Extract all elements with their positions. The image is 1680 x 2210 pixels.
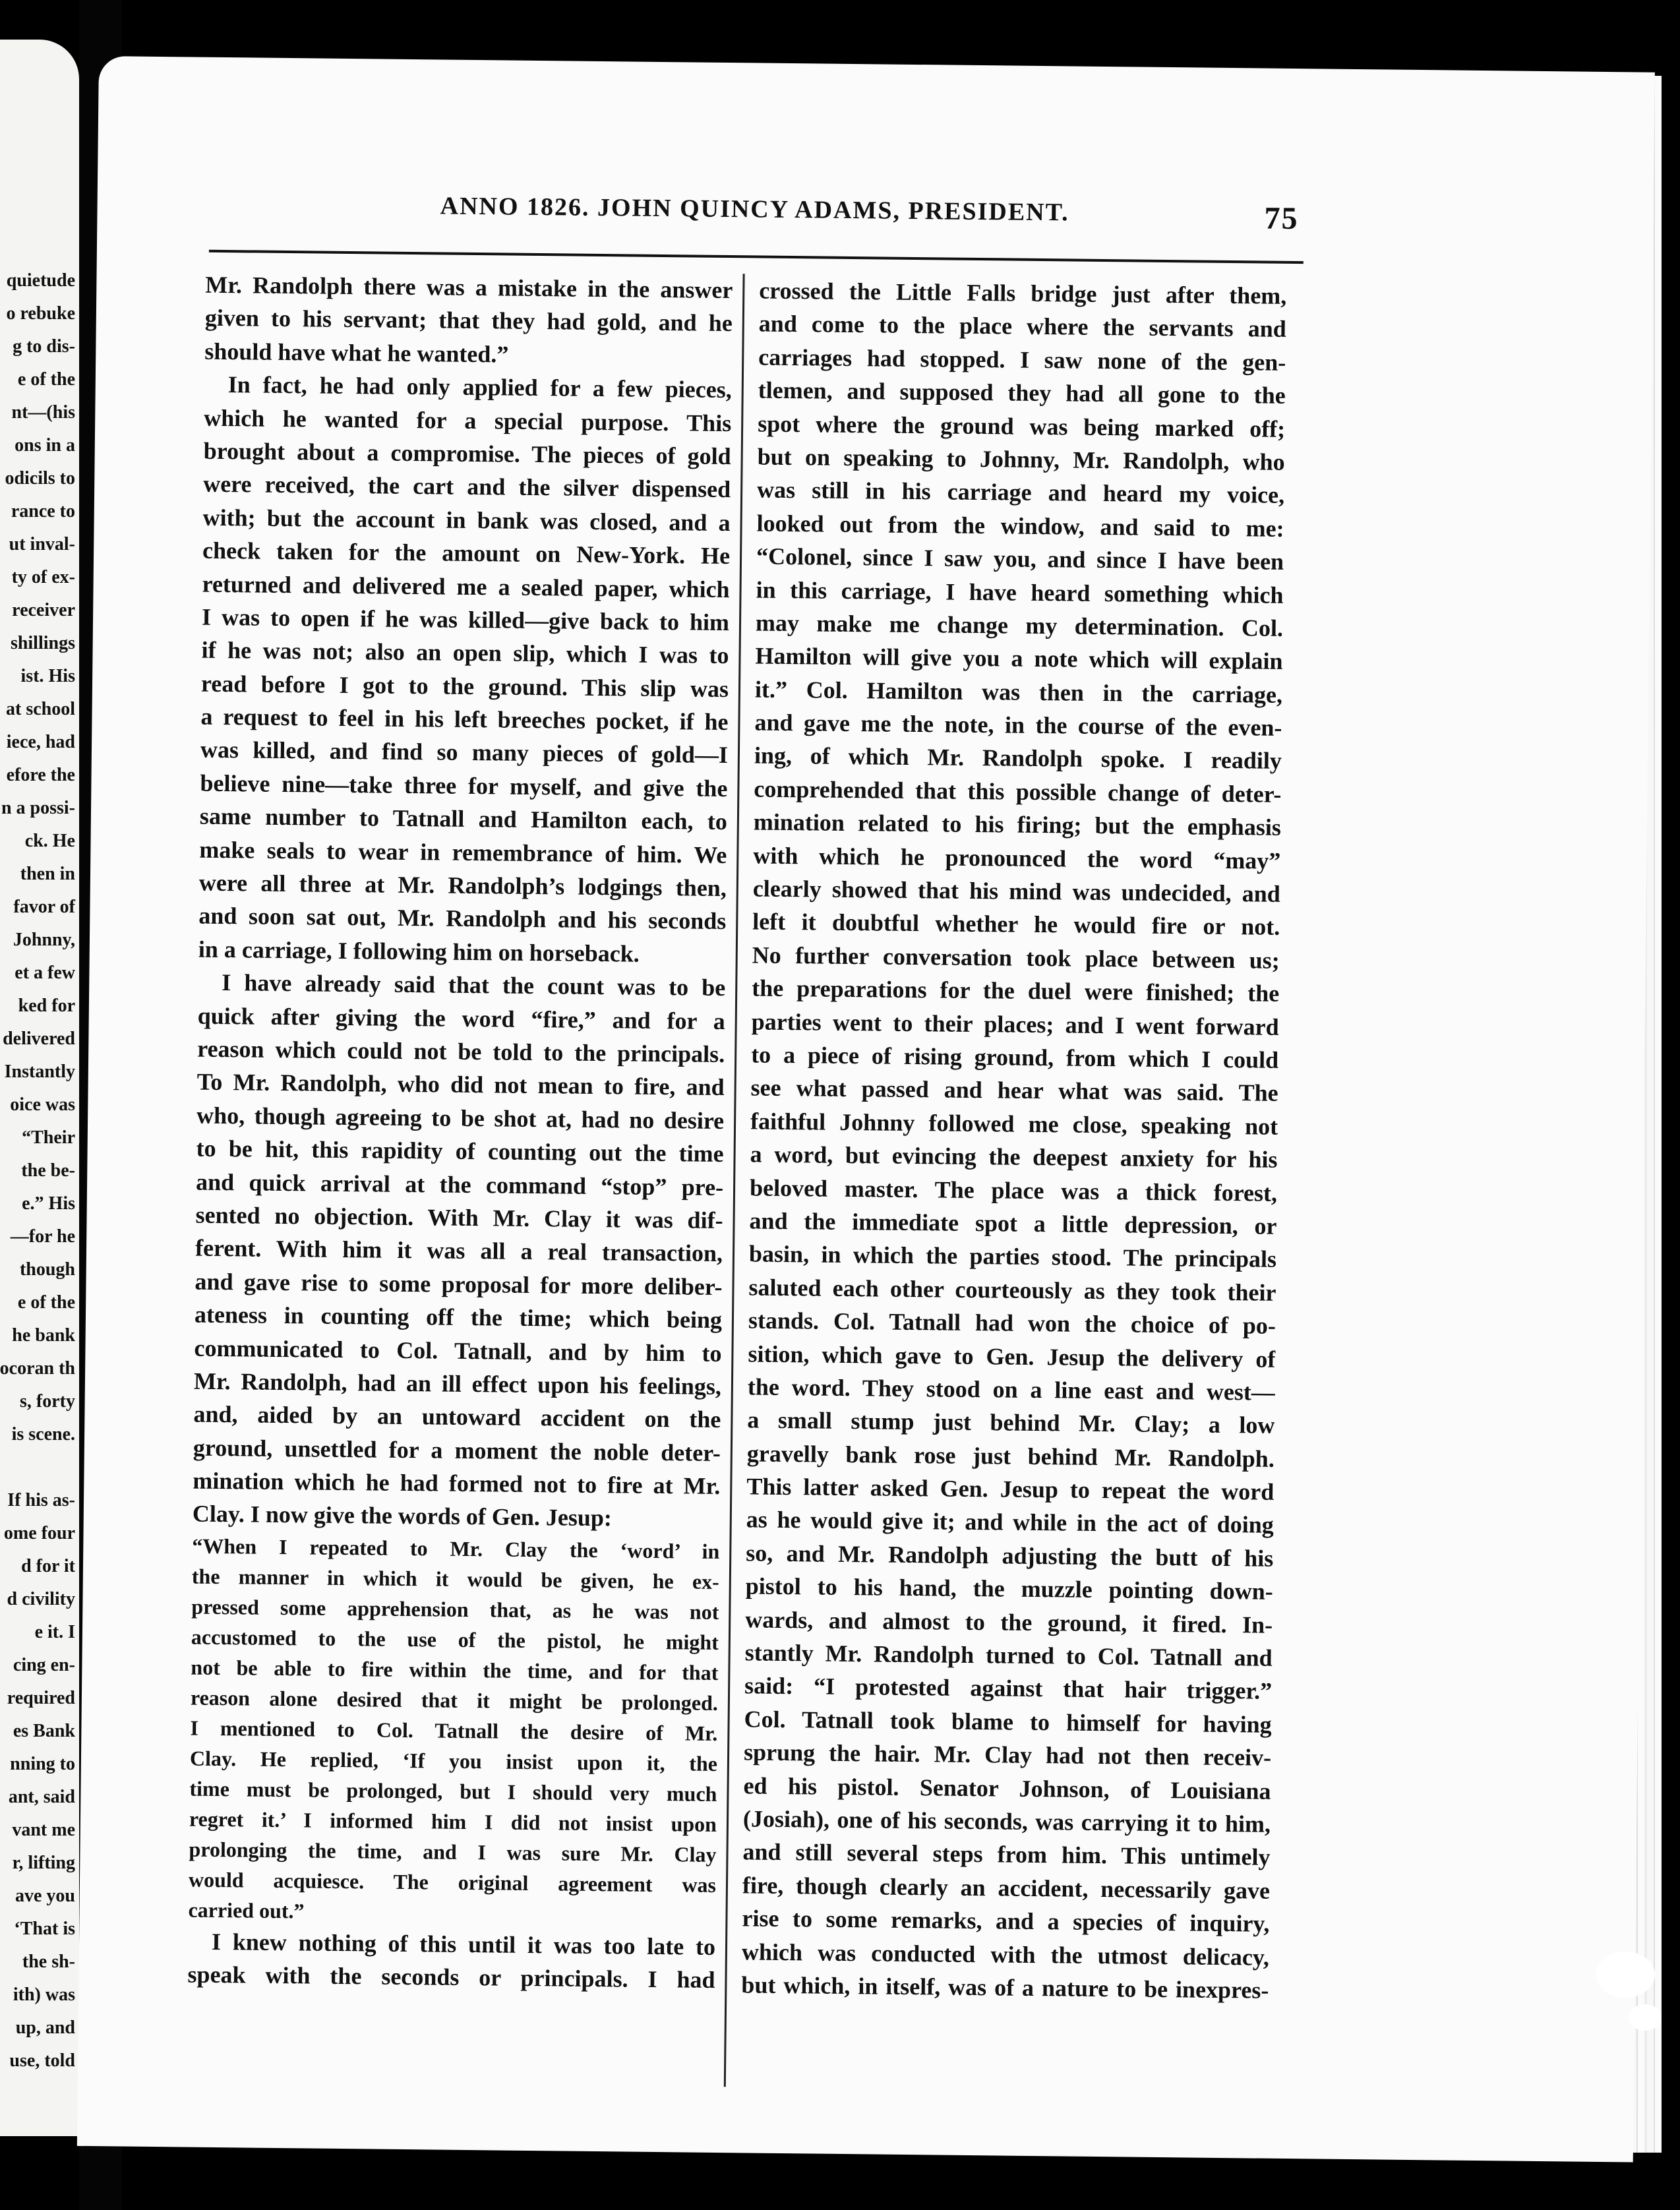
quote-line: prolonging the time, and I was sure Mr. Clay: [189, 1837, 717, 1867]
text-line: pistol to his hand, the muzzle pointing down-: [745, 1572, 1273, 1605]
text-line: given to his servant; that they had gold, and he: [204, 305, 733, 337]
text-line: “Colonel, since I saw you, and since I have been: [756, 543, 1284, 575]
text-line: a request to feel in his left breeches pocket, if he: [200, 703, 729, 736]
text-line: communicated to Col. Tatnall, and by him to: [194, 1334, 722, 1367]
text-line: ateness in counting off the time; which being: [194, 1301, 723, 1334]
text-line: (Josiah), one of his seconds, was carrying it to him,: [742, 1805, 1271, 1837]
text-line: said: “I protested against that hair trigger.”: [744, 1672, 1273, 1705]
text-line: In fact, he had only applied for a few pieces,: [227, 371, 732, 403]
left-column: [187, 268, 733, 1997]
facing-page-line: e of the: [17, 1292, 75, 1313]
facing-page-line: “Their: [22, 1127, 75, 1148]
text-line: spot where the ground was being marked off;: [758, 410, 1286, 442]
facing-page-line: s, forty: [20, 1391, 75, 1412]
text-line: but which, in itself, was of a nature to be inexpres-: [741, 1971, 1269, 2004]
text-line: saluted each other courteously as they took their: [748, 1274, 1276, 1306]
facing-page-line: required: [7, 1688, 75, 1708]
facing-page-line: e.” His: [22, 1193, 75, 1214]
text-line: and gave me the note, in the course of the even-: [754, 709, 1282, 741]
text-line: stantly Mr. Randolph turned to Col. Tatnall and: [744, 1639, 1273, 1671]
quote-line: accustomed to the use of the pistol, he might: [191, 1625, 719, 1654]
facing-page-line: vant me: [12, 1820, 75, 1840]
facing-page-line: et a few: [15, 963, 75, 983]
facing-page-line: e of the: [17, 369, 75, 390]
text-line: rise to some remarks, and a species of inquiry,: [742, 1905, 1270, 1937]
right-column: [741, 274, 1286, 2008]
text-line: I was to open if he was killed—give back to him: [201, 603, 730, 636]
text-line: may make me change my determination. Col.: [755, 609, 1284, 642]
text-line: the word. They stood on a line east and west—: [747, 1373, 1276, 1406]
text-line: make seals to wear in remembrance of him. We: [199, 836, 727, 868]
text-line: Mr. Randolph there was a mistake in the answer: [205, 271, 733, 304]
text-line: tlemen, and supposed they had all gone to the: [758, 376, 1286, 409]
facing-page-line: n a possi-: [1, 798, 75, 818]
header-rule: [209, 250, 1304, 264]
facing-page-line: ant, said: [8, 1787, 75, 1807]
text-line: returned and delivered me a sealed paper, which: [202, 570, 730, 603]
text-line: faithful Johnny followed me close, speaking not: [750, 1108, 1278, 1140]
text-line: should have what he wanted.”: [204, 338, 509, 368]
facing-page-line: use, told: [9, 2050, 75, 2071]
text-line: and the immediate spot a little depression, or: [749, 1207, 1277, 1239]
facing-page-line: then in: [20, 864, 75, 884]
text-line: as he would give it; and while in the act of doing: [746, 1506, 1274, 1539]
text-line: ed his pistol. Senator Johnson, of Louisiana: [743, 1772, 1271, 1805]
text-line: quick after giving the word “fire,” and for a: [197, 1002, 725, 1034]
facing-page-line: If his as-: [7, 1490, 75, 1510]
facing-page-fragment: [0, 40, 79, 2136]
text-line: check taken for the amount on New-York. He: [202, 537, 731, 570]
text-line: brought about a compromise. The pieces of gold: [203, 437, 731, 470]
text-line: ground, unsettled for a moment the noble deter-: [193, 1434, 721, 1466]
text-line: This latter asked Gen. Jesup to repeat the word: [746, 1473, 1275, 1505]
text-line: sprung the hair. Mr. Clay had not then receiv-: [743, 1739, 1272, 1771]
facing-page-line: the be-: [21, 1160, 75, 1181]
text-line: and gave rise to some proposal for more deliber-: [195, 1268, 723, 1300]
text-line: were all three at Mr. Randolph’s lodgings then,: [198, 869, 727, 902]
facing-page-line: the sh-: [22, 1952, 75, 1972]
text-line: sented no objection. With Mr. Clay it was dif-: [195, 1201, 723, 1234]
facing-page-line: he bank: [12, 1325, 75, 1346]
text-line: beloved master. The place was a thick forest,: [749, 1174, 1278, 1207]
text-line: which was conducted with the utmost delicacy,: [741, 1938, 1270, 1971]
facing-page-line: ocoran th: [0, 1358, 75, 1379]
text-line: To Mr. Randolph, who did not mean to fire, and: [196, 1069, 725, 1101]
text-line: the preparations for the duel were finished; the: [752, 974, 1280, 1007]
text-line: Hamilton will give you a note which will explain: [755, 642, 1283, 675]
text-line: gravelly bank rose just behind Mr. Randolph.: [746, 1440, 1275, 1472]
facing-page-line: is scene.: [11, 1424, 75, 1445]
text-line: ing, of which Mr. Randolph spoke. I readily: [754, 742, 1282, 775]
text-line: it.” Col. Hamilton was then in the carriage,: [754, 676, 1283, 708]
text-line: reason which could not be told to the principals.: [197, 1035, 725, 1068]
text-line: looked out from the window, and said to me:: [756, 510, 1284, 542]
facing-page-line: ked for: [18, 996, 75, 1016]
book-page: [77, 56, 1655, 2163]
text-line: in a carriage, I following him on horseback.: [198, 936, 640, 967]
facing-page-line: quietude: [6, 270, 75, 291]
text-line: mination which he had formed not to fire at Mr.: [193, 1467, 721, 1500]
text-line: fire, though clearly an accident, necessarily gave: [742, 1872, 1271, 1904]
quote-line: regret it.’ I informed him I did not insist upon: [189, 1807, 717, 1836]
text-line: clearly showed that his mind was undecided, and: [752, 875, 1280, 907]
text-line: if he was not; also an open slip, which I was to: [201, 636, 729, 669]
facing-page-line: r, lifting: [12, 1853, 75, 1873]
facing-page-line: g to dis-: [13, 336, 75, 357]
running-header: [341, 191, 1299, 240]
text-line: were received, the cart and the silver dispensed: [203, 471, 731, 503]
text-line: parties went to their places; and I went forward: [751, 1008, 1279, 1040]
facing-page-line: though: [19, 1259, 75, 1280]
left-column-tail: [187, 1925, 715, 1996]
left-column-body: [193, 268, 733, 1536]
text-line: Col. Tatnall took blame to himself for having: [744, 1706, 1272, 1738]
text-line: same number to Tatnall and Hamilton each, to: [199, 802, 728, 835]
text-line: and, aided by an untoward accident on the: [193, 1400, 721, 1433]
text-line: Mr. Randolph, had an ill effect upon his feelings,: [193, 1367, 722, 1400]
quote-line: I mentioned to Col. Tatnall the desire of Mr.: [190, 1716, 718, 1745]
text-line: which he wanted for a special purpose. This: [204, 404, 732, 436]
quote-line: time must be prolonged, but I should very much: [189, 1776, 717, 1806]
facing-page-line: nning to: [10, 1754, 75, 1774]
paper-damage-speck: [1629, 2004, 1662, 2031]
text-line: speak with the seconds or principals. I had: [187, 1961, 715, 1994]
text-line: mination related to his firing; but the emphasis: [753, 808, 1282, 841]
text-line: crossed the Little Falls bridge just after them,: [759, 277, 1287, 309]
quote-line: the manner in which it would be given, he ex-: [191, 1564, 720, 1594]
text-line: but on speaking to Johnny, Mr. Randolph, who: [757, 443, 1285, 475]
facing-page-line: cing en-: [13, 1655, 75, 1675]
facing-page-line: nt—(his: [11, 402, 75, 423]
facing-page-line: efore the: [6, 765, 75, 785]
facing-page-line: e it. I: [34, 1622, 75, 1642]
text-line: believe nine—take three for myself, and give the: [200, 769, 728, 802]
text-line: and come to the place where the servants and: [758, 310, 1286, 343]
text-line: Clay. I now give the words of Gen. Jesup:: [192, 1501, 613, 1532]
facing-page-line: ave you: [15, 1886, 75, 1906]
text-line: I have already said that the count was to be: [222, 969, 726, 1001]
facing-page-line: odicils to: [5, 468, 75, 489]
quote-line: not be able to fire within the time, and for that: [191, 1655, 719, 1685]
facing-page-line: up, and: [15, 2017, 75, 2038]
quote-line: carried out.”: [188, 1897, 305, 1923]
text-line: see what passed and hear what was said. The: [750, 1074, 1278, 1107]
jesup-quotation: [188, 1530, 719, 1930]
facing-page-line: d civility: [7, 1589, 75, 1609]
facing-page-line: ome four: [3, 1523, 75, 1543]
text-line: a small stump just behind Mr. Clay; a low: [747, 1406, 1275, 1439]
running-title: ANNO 1826. JOHN QUINCY ADAMS, PRESIDENT.: [440, 192, 1069, 227]
text-line: who, though agreeing to be shot at, had no desire: [196, 1102, 725, 1134]
text-line: was still in his carriage and heard my voice,: [756, 476, 1285, 509]
text-line: and soon sat out, Mr. Randolph and his seconds: [198, 903, 727, 935]
page-number: 75: [1264, 200, 1299, 237]
text-line: and quick arrival at the command “stop” pre-: [195, 1168, 724, 1201]
quote-line: pressed some apprehension that, as he was not: [191, 1594, 719, 1624]
quote-line: would acquiesce. The original agreement was: [188, 1867, 717, 1897]
paper-damage-speck: [1596, 1952, 1655, 1998]
text-line: stands. Col. Tatnall had won the choice of po-: [748, 1307, 1276, 1339]
facing-page-line: ons in a: [15, 435, 75, 456]
text-line: with which he pronounced the word “may”: [753, 842, 1281, 874]
text-line: to a piece of rising ground, from which I could: [750, 1041, 1279, 1073]
facing-page-line: Johnny,: [13, 930, 75, 950]
quote-line: reason alone desired that it might be prolonged.: [190, 1685, 719, 1715]
text-line: read before I got to the ground. This slip was: [200, 670, 729, 702]
facing-page-line: oice was: [10, 1094, 75, 1115]
text-line: so, and Mr. Randolph adjusting the butt of his: [746, 1539, 1274, 1572]
facing-page-line: receiver: [12, 600, 75, 620]
facing-page-line: ut inval-: [9, 534, 75, 554]
facing-page-line: ist. His: [20, 666, 75, 686]
facing-page-line: rance to: [11, 501, 75, 522]
facing-page-line: o rebuke: [6, 303, 75, 324]
text-line: a word, but evincing the deepest anxiety for his: [750, 1141, 1278, 1173]
text-line: left it doubtful whether he would fire or not.: [752, 908, 1280, 941]
text-line: ferent. With him it was all a real transaction,: [195, 1234, 723, 1267]
facing-page-line: Instantly: [4, 1061, 75, 1082]
text-line: sition, which gave to Gen. Jesup the delivery of: [748, 1340, 1276, 1373]
quote-line: Clay. He replied, ‘If you insist upon it, the: [189, 1746, 718, 1776]
facing-page-line: ‘That is: [14, 1919, 75, 1939]
facing-page-line: d for it: [21, 1556, 75, 1576]
facing-page-line: es Bank: [13, 1721, 75, 1741]
text-line: I knew nothing of this until it was too late to: [211, 1928, 716, 1960]
facing-page-line: favor of: [13, 897, 75, 917]
text-line: carriages had stopped. I saw none of the gen-: [758, 343, 1286, 376]
facing-page-line: iece, had: [6, 732, 75, 752]
facing-page-line: shillings: [10, 633, 75, 653]
facing-page-line: delivered: [3, 1029, 75, 1049]
facing-page-line: —for he: [10, 1226, 75, 1247]
facing-page-line: ith) was: [13, 1985, 75, 2005]
text-line: was killed, and find so many pieces of gold—I: [200, 736, 729, 769]
text-line: to be hit, this rapidity of counting out the time: [196, 1135, 724, 1168]
text-line: wards, and almost to the ground, it fired. In-: [745, 1606, 1273, 1638]
text-line: in this carriage, I have heard something which: [756, 576, 1284, 609]
text-line: with; but the account in bank was closed, and a: [202, 504, 731, 536]
facing-page-line: at school: [6, 699, 75, 719]
facing-page-line: ty of ex-: [11, 567, 75, 587]
text-line: No further conversation took place between us;: [752, 941, 1280, 974]
text-line: comprehended that this possible change of deter-: [754, 775, 1282, 808]
text-line: and still several steps from him. This untimely: [742, 1838, 1271, 1871]
text-line: basin, in which the parties stood. The principals: [748, 1240, 1277, 1273]
quote-line: “When I repeated to Mr. Clay the ‘word’ in: [192, 1534, 720, 1563]
right-column-body: [741, 274, 1286, 2008]
facing-page-line: ck. He: [24, 831, 75, 851]
